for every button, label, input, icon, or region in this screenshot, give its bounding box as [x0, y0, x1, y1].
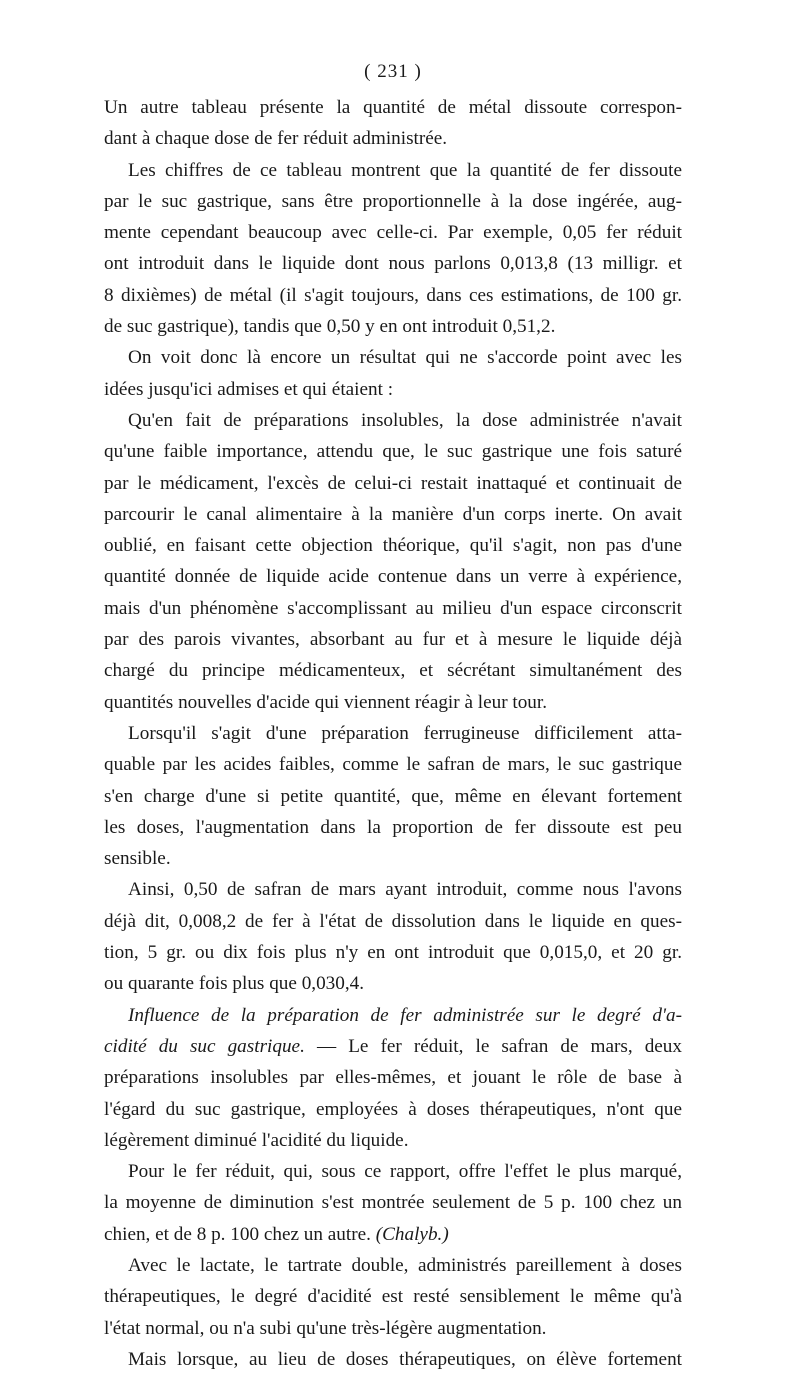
paragraph-4	[104, 405, 682, 718]
paragraph-5	[104, 718, 682, 874]
text-fragment: — Le fer réduit, le safran de mars, deux	[316, 1035, 682, 1057]
text-line: par le suc gastrique, sans être proportionnelle à la dose ingérée, aug-	[104, 190, 682, 212]
text-line: quantités nouvelles d'acide qui viennent réagir à leur tour.	[104, 691, 548, 713]
text-line: thérapeutiques, le degré d'acidité est resté sensiblement le même qu'à	[104, 1286, 682, 1308]
text-line: qu'une faible importance, attendu que, le suc gastrique une fois saturé	[104, 441, 682, 463]
text-line	[104, 1031, 682, 1062]
text-line: parcourir le canal alimentaire à la manière d'un corps inerte. On avait	[104, 503, 682, 525]
text-line: préparations insolubles par elles-mêmes, et jouant le rôle de base à	[104, 1067, 682, 1089]
paragraph-3	[104, 342, 682, 405]
page-number: ( 231 )	[364, 61, 422, 82]
text-line: Avec le lactate, le tartrate double, administrés pareillement à doses	[128, 1254, 682, 1276]
text-line: mais d'un phénomène s'accomplissant au milieu d'un espace circonscrit	[104, 597, 682, 619]
book-page	[104, 58, 682, 1375]
text-line: Pour le fer réduit, qui, sous ce rapport, offre l'effet le plus marqué,	[128, 1161, 682, 1183]
text-line: dant à chaque dose de fer réduit administrée.	[104, 128, 448, 150]
text-line: sensible.	[104, 848, 171, 870]
paragraph-7	[104, 1000, 682, 1156]
text-line: On voit donc là encore un résultat qui ne s'accorde point avec les	[128, 347, 682, 369]
text-line: ont introduit dans le liquide dont nous parlons 0,013,8 (13 milligr. et	[104, 253, 682, 275]
paragraph-8	[104, 1156, 682, 1250]
section-heading-italic-continued: cidité du suc gastrique.	[104, 1035, 305, 1057]
text-fragment: chien, et de 8 p. 100 chez un autre.	[104, 1223, 371, 1245]
text-line: Mais lorsque, au lieu de doses thérapeutiques, on élève fortement	[128, 1348, 682, 1370]
text-line: chargé du principe médicamenteux, et sécrétant simultanément des	[104, 660, 682, 682]
text-line: Un autre tableau présente la quantité de métal dissoute correspon-	[104, 97, 682, 118]
text-line: l'état normal, ou n'a subi qu'une très-légère augmentation.	[104, 1317, 547, 1339]
text-line: Les chiffres de ce tableau montrent que la quantité de fer dissoute	[128, 159, 682, 181]
text-line: 8 dixièmes) de métal (il s'agit toujours, dans ces estimations, de 100 gr.	[104, 284, 682, 306]
citation-italic: (Chalyb.)	[375, 1223, 449, 1245]
text-line: légèrement diminué l'acidité du liquide.	[104, 1129, 409, 1151]
text-line: oublié, en faisant cette objection théorique, qu'il s'agit, non pas d'une	[104, 535, 682, 557]
paragraph-10	[104, 1344, 682, 1375]
text-line: l'égard du suc gastrique, employées à doses thérapeutiques, n'ont que	[104, 1098, 682, 1120]
text-line: s'en charge d'une si petite quantité, que, même en élevant fortement	[104, 785, 682, 807]
text-line: par des parois vivantes, absorbant au fur et à mesure le liquide déjà	[104, 629, 682, 651]
section-heading-italic: Influence de la préparation de fer administrée sur le degré d'a-	[128, 1004, 682, 1026]
text-line: quable par les acides faibles, comme le safran de mars, le suc gastrique	[104, 754, 682, 776]
text-line: Qu'en fait de préparations insolubles, la dose administrée n'avait	[128, 409, 682, 431]
paragraph-9	[104, 1250, 682, 1344]
text-line: tion, 5 gr. ou dix fois plus n'y en ont introduit que 0,015,0, et 20 gr.	[104, 942, 682, 964]
text-line: par le médicament, l'excès de celui-ci restait inattaqué et continuait de	[104, 472, 682, 494]
text-line: mente cependant beaucoup avec celle-ci. Par exemple, 0,05 fer réduit	[104, 222, 682, 244]
text-line: Lorsqu'il s'agit d'une préparation ferrugineuse difficilement atta-	[128, 722, 682, 744]
text-line: la moyenne de diminution s'est montrée seulement de 5 p. 100 chez un	[104, 1192, 682, 1214]
paragraph-1	[104, 92, 682, 155]
text-line: les doses, l'augmentation dans la proportion de fer dissoute est peu	[104, 816, 682, 838]
text-line: quantité donnée de liquide acide contenue dans un verre à expérience,	[104, 566, 682, 588]
text-line	[104, 1219, 682, 1250]
text-line: de suc gastrique), tandis que 0,50 y en ont introduit 0,51,2.	[104, 316, 556, 338]
text-line: ou quarante fois plus que 0,030,4.	[104, 973, 365, 995]
text-line: Ainsi, 0,50 de safran de mars ayant introduit, comme nous l'avons	[128, 879, 682, 901]
text-line: déjà dit, 0,008,2 de fer à l'état de dissolution dans le liquide en ques-	[104, 910, 682, 932]
text-line: idées jusqu'ici admises et qui étaient :	[104, 378, 394, 400]
paragraph-2	[104, 155, 682, 343]
paragraph-6	[104, 874, 682, 999]
